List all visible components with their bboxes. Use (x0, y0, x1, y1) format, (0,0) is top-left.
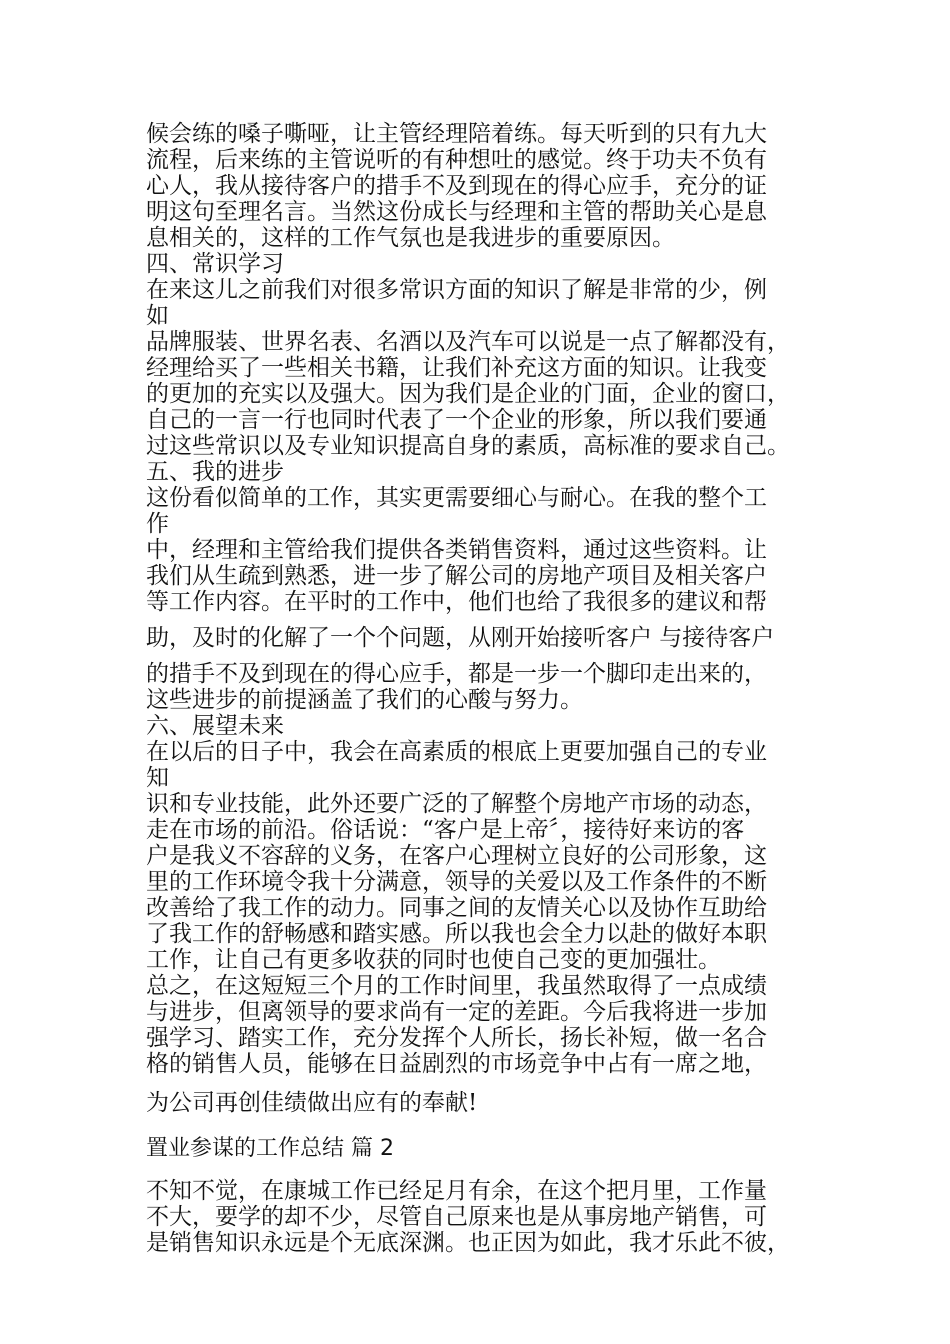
paragraph-line: 总之，在这短短三个月的工作时间里，我虽然取得了一点成绩 (146, 973, 767, 999)
paragraph-line: 中，经理和主管给我们提供各类销售资料，通过这些资料。让 (146, 537, 767, 563)
paragraph-line: 里的工作环境令我十分满意，领导的关爱以及工作条件的不断 (146, 869, 767, 895)
paragraph-line: 不知不觉，在康城工作已经足月有余，在这个把月里，工作量 (146, 1178, 767, 1204)
paragraph-line: 息相关的，这样的工作气氛也是我进步的重要原因。 (146, 225, 675, 251)
paragraph-line: 工作，让自己有更多收获的同时也使自己变的更加强壮。 (146, 947, 721, 973)
paragraph-line: 为公司再创佳绩做出应有的奉献! (146, 1090, 478, 1116)
paragraph-line: 自己的一言一行也同时代表了一个企业的形象，所以我们要通 (146, 407, 767, 433)
paragraph-line: 在来这儿之前我们对很多常识方面的知识了解是非常的少，例 (146, 277, 767, 303)
paragraph-line: 改善给了我工作的动力。同事之间的友情关心以及协作互助给 (146, 895, 767, 921)
section-heading: 六、展望未来 (146, 713, 284, 739)
paragraph-line: 经理给买了一些相关书籍，让我们补充这方面的知识。让我变 (146, 355, 767, 381)
paragraph-line: 的更加的充实以及强大。因为我们是企业的门面，企业的窗口， (146, 381, 790, 407)
paragraph-line: 是销售知识永远是个无底深渊。也正因为如此，我才乐此不彼， (146, 1230, 790, 1256)
paragraph-line: 明这句至理名言。当然这份成长与经理和主管的帮助关心是息 (146, 199, 767, 225)
section-heading: 五、我的进步 (146, 459, 284, 485)
paragraph-line: 了我工作的舒畅感和踏实感。所以我也会全力以赴的做好本职 (146, 921, 767, 947)
paragraph-line: 助，及时的化解了一个个问题，从刚开始接听客户 与接待客户 (146, 625, 775, 651)
paragraph-line: 在以后的日子中，我会在高素质的根底上更要加强自己的专业 (146, 739, 767, 765)
paragraph-line: 如 (146, 303, 169, 329)
paragraph-line: 知 (146, 765, 169, 791)
paragraph-line: 我们从生疏到熟悉，进一步了解公司的房地产项目及相关客户 (146, 563, 767, 589)
paragraph-line: 过这些常识以及专业知识提高自身的素质，高标准的要求自己。 (146, 433, 790, 459)
paragraph-line: 等工作内容。在平时的工作中，他们也给了我很多的建议和帮 (146, 589, 767, 615)
paragraph-line: 品牌服装、世界名表、名酒以及汽车可以说是一点了解都没有， (146, 329, 790, 355)
paragraph-line: 不大，要学的却不少，尽管自己原来也是从事房地产销售，可 (146, 1204, 767, 1230)
paragraph-line: 流程，后来练的主管说听的有种想吐的感觉。终于功夫不负有 (146, 147, 767, 173)
paragraph-line: 这些进步的前提涵盖了我们的心酸与努力。 (146, 687, 583, 713)
section-heading: 四、常识学习 (146, 251, 284, 277)
paragraph-line: 这份看似简单的工作，其实更需要细心与耐心。在我的整个工 (146, 485, 767, 511)
paragraph-line: 走在市场的前沿。俗话说：“客户是上帝〞，接待好来访的客 (146, 817, 745, 843)
paragraph-line: 户是我义不容辞的义务，在客户心理树立良好的公司形象，这 (146, 843, 767, 869)
paragraph-line: 强学习、踏实工作，充分发挥个人所长，扬长补短，做一名合 (146, 1025, 767, 1051)
article-title: 置业参谋的工作总结 篇 2 (146, 1136, 394, 1161)
paragraph-line: 作 (146, 511, 169, 537)
paragraph-line: 的措手不及到现在的得心应手，都是一步一个脚印走出来的， (146, 661, 767, 687)
paragraph-line: 与进步，但离领导的要求尚有一定的差距。今后我将进一步加 (146, 999, 767, 1025)
paragraph-line: 格的销售人员，能够在日益剧烈的市场竞争中占有一席之地， (146, 1051, 767, 1077)
paragraph-line: 心人，我从接待客户的措手不及到现在的得心应手，充分的证 (146, 173, 767, 199)
paragraph-line: 识和专业技能，此外还要广泛的了解整个房地产市场的动态， (146, 791, 767, 817)
paragraph-line: 候会练的嗓子嘶哑，让主管经理陪着练。每天听到的只有九大 (146, 121, 767, 147)
